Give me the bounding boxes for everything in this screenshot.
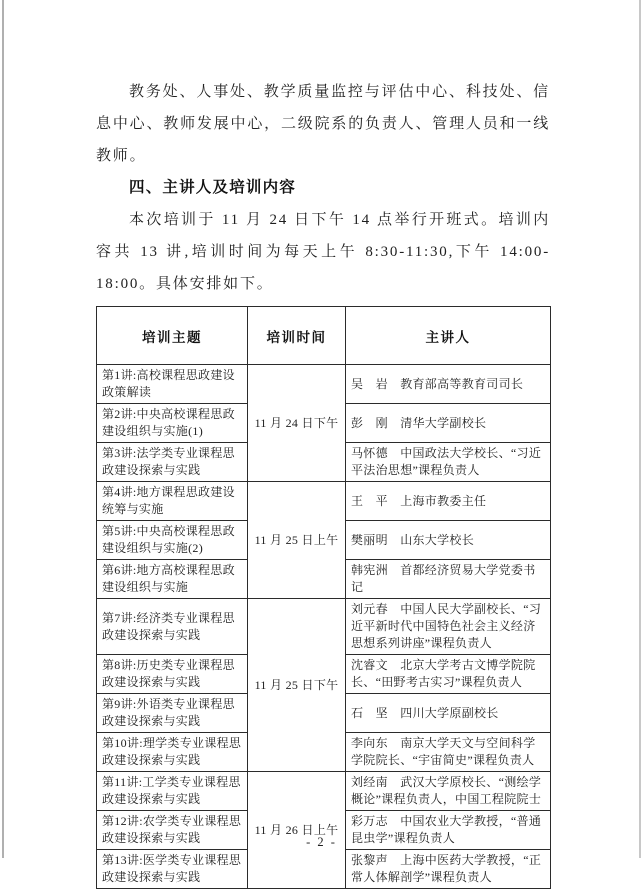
- lecture-topic-cell: 第11讲:工学类专业课程思政建设探索与实践: [97, 772, 248, 811]
- session-time-cell: 11 月 26 日上午: [248, 772, 346, 889]
- page-edge-right: [639, 0, 641, 858]
- lecture-topic-cell: 第2讲:中央高校课程思政建设组织与实施(1): [97, 404, 248, 443]
- table-row: [97, 599, 551, 655]
- lecture-topic-cell: 第1讲:高校课程思政建设政策解读: [97, 365, 248, 404]
- page-content: [96, 0, 550, 889]
- intro-paragraph: 本次培训于 11 月 24 日下午 14 点举行开班式。培训内容共 13 讲,培训时间为每天上午 8:30-11:30,下午 14:00-18:00。具体安排如下。: [96, 212, 550, 292]
- speaker-cell: 樊丽明 山东大学校长: [346, 521, 551, 560]
- session-time-cell: 11 月 24 日下午: [248, 365, 346, 482]
- speaker-cell: 刘经南 武汉大学原校长、“测绘学概论”课程负责人，中国工程院院士: [346, 772, 551, 811]
- header-speaker: 主讲人: [346, 307, 551, 365]
- speaker-cell: 沈睿文 北京大学考古文博学院院长、“田野考古实习”课程负责人: [346, 655, 551, 694]
- session-time-cell: 11 月 25 日下午: [248, 599, 346, 772]
- header-topic: 培训主题: [97, 307, 248, 365]
- audience-paragraph: 教务处、人事处、教学质量监控与评估中心、科技处、信息中心、教师发展中心，二级院系的负责人、管理人员和一线教师。: [96, 84, 550, 164]
- training-schedule-table: [96, 306, 551, 889]
- speaker-cell: 马怀德 中国政法大学校长、“习近平法治思想”课程负责人: [346, 443, 551, 482]
- speaker-cell: 王 平 上海市教委主任: [346, 482, 551, 521]
- table-row: [97, 365, 551, 404]
- lecture-topic-cell: 第9讲:外语类专业课程思政建设探索与实践: [97, 694, 248, 733]
- page-number: - 2 -: [306, 835, 337, 849]
- header-time: 培训时间: [248, 307, 346, 365]
- table-row: [97, 772, 551, 811]
- lecture-topic-cell: 第6讲:地方高校课程思政建设组织与实施: [97, 560, 248, 599]
- table-row: [97, 482, 551, 521]
- table-header-row: [97, 307, 551, 365]
- speaker-cell: 彭 刚 清华大学副校长: [346, 404, 551, 443]
- schedule-table-body: [97, 365, 551, 889]
- lecture-topic-cell: 第4讲:地方课程思政建设统筹与实施: [97, 482, 248, 521]
- speaker-cell: 张黎声 上海中医药大学教授，“正常人体解剖学”课程负责人: [346, 850, 551, 889]
- lecture-topic-cell: 第10讲:理学类专业课程思政建设探索与实践: [97, 733, 248, 772]
- speaker-cell: 石 坚 四川大学原副校长: [346, 694, 551, 733]
- speaker-cell: 李向东 南京大学天文与空间科学学院院长、“宇宙简史”课程负责人: [346, 733, 551, 772]
- page-edge-left: [2, 0, 4, 858]
- lecture-topic-cell: 第13讲:医学类专业课程思政建设探索与实践: [97, 850, 248, 889]
- session-time-cell: 11 月 25 日上午: [248, 482, 346, 599]
- lecture-topic-cell: 第7讲:经济类专业课程思政建设探索与实践: [97, 599, 248, 655]
- speaker-cell: 吴 岩 教育部高等教育司司长: [346, 365, 551, 404]
- lecture-topic-cell: 第3讲:法学类专业课程思政建设探索与实践: [97, 443, 248, 482]
- speaker-cell: 韩宪洲 首都经济贸易大学党委书记: [346, 560, 551, 599]
- speaker-cell: 刘元春 中国人民大学副校长、“习近平新时代中国特色社会主义经济思想系列讲座”课程负责人: [346, 599, 551, 655]
- lecture-topic-cell: 第5讲:中央高校课程思政建设组织与实施(2): [97, 521, 248, 560]
- section-heading: 四、主讲人及培训内容: [129, 179, 297, 196]
- lecture-topic-cell: 第12讲:农学类专业课程思政建设探索与实践: [97, 811, 248, 850]
- speaker-cell: 彩万志 中国农业大学教授，“普通昆虫学”课程负责人: [346, 811, 551, 850]
- lecture-topic-cell: 第8讲:历史类专业课程思政建设探索与实践: [97, 655, 248, 694]
